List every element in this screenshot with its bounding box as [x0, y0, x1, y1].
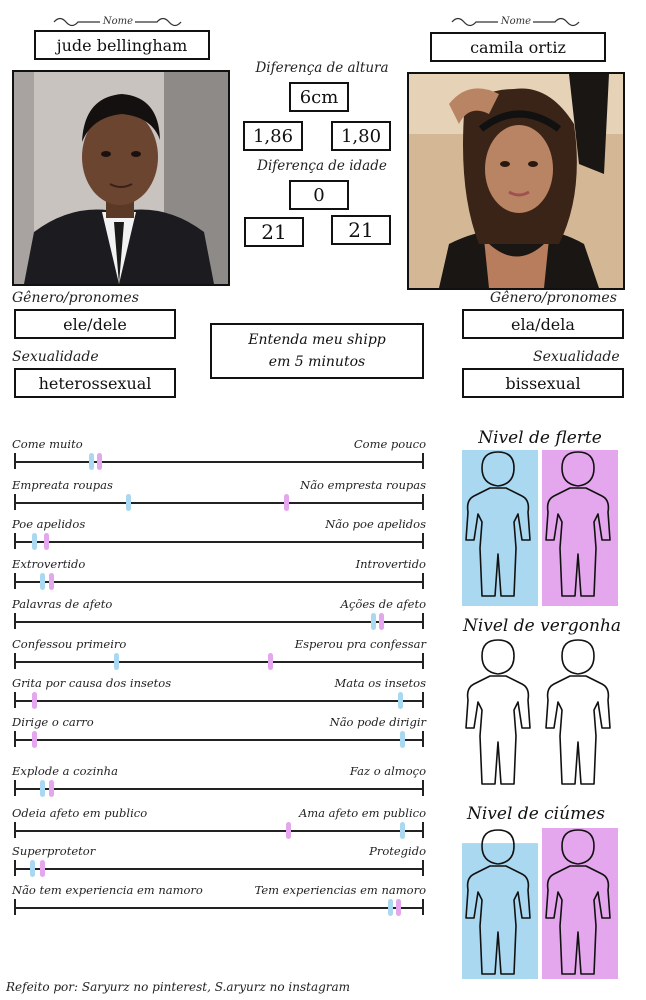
- right-photo: [407, 72, 625, 290]
- right-sexuality-label: Sexualidade: [533, 349, 620, 365]
- scale-left-label: Palavras de afeto: [12, 597, 113, 611]
- scale-line: [14, 788, 424, 790]
- scale-line: [14, 541, 424, 543]
- scale-left-label: Não tem experiencia em namoro: [12, 883, 203, 897]
- left-height-value: 1,86: [243, 121, 303, 151]
- scale-start-tick: [14, 731, 16, 747]
- scale-marker-pink: [49, 573, 54, 590]
- scale-row: [10, 557, 428, 597]
- scale-line: [14, 739, 424, 741]
- scale-line: [14, 830, 424, 832]
- scale-right-label: Não empresta roupas: [300, 478, 426, 492]
- scale-row: [10, 597, 428, 637]
- scale-marker-blue: [114, 653, 119, 670]
- scale-marker-blue: [126, 494, 131, 511]
- scale-right-label: Introvertido: [355, 557, 426, 571]
- scale-left-label: Extrovertido: [12, 557, 86, 571]
- scale-marker-blue: [40, 573, 45, 590]
- scale-left-label: Confessou primeiro: [12, 637, 127, 651]
- figure-blue: [466, 640, 530, 784]
- height-diff-value: 6cm: [289, 82, 349, 112]
- height-diff-label: Diferença de altura: [255, 60, 389, 76]
- figure-pink: [546, 640, 610, 784]
- scale-marker-pink: [49, 780, 54, 797]
- scale-row: [10, 517, 428, 557]
- right-gender-label: Gênero/pronomes: [490, 290, 617, 306]
- scale-right-label: Faz o almoço: [349, 764, 426, 778]
- scale-start-tick: [14, 899, 16, 915]
- scale-left-label: Explode a cozinha: [12, 764, 118, 778]
- scale-end-tick: [422, 653, 424, 669]
- scale-row: [10, 637, 428, 677]
- scale-marker-blue: [400, 731, 405, 748]
- scale-row: [10, 844, 428, 884]
- scale-right-label: Ações de afeto: [340, 597, 426, 611]
- scale-marker-pink: [286, 822, 291, 839]
- scale-start-tick: [14, 692, 16, 708]
- scale-line: [14, 581, 424, 583]
- right-name-tag: Nome: [500, 16, 532, 27]
- right-name-field: camila ortiz: [430, 32, 606, 62]
- ship-line-1: Entenda meu shipp: [248, 332, 386, 348]
- scale-right-label: Não pode dirigir: [329, 715, 426, 729]
- scale-marker-pink: [396, 899, 401, 916]
- scale-row: [10, 676, 428, 716]
- scale-marker-blue: [388, 899, 393, 916]
- figure-pink: [542, 450, 618, 606]
- scale-start-tick: [14, 780, 16, 796]
- scale-left-label: Dirige o carro: [12, 715, 94, 729]
- scale-end-tick: [422, 573, 424, 589]
- scale-right-label: Esperou pra confessar: [294, 637, 426, 651]
- left-gender-label: Gênero/pronomes: [12, 290, 139, 306]
- figure-blue: [462, 450, 538, 606]
- flirt-level-figures: [456, 448, 636, 608]
- credit-text: Refeito por: Saryurz no pinterest, S.aryurz no instagram: [6, 980, 351, 994]
- scale-left-label: Grita por causa dos insetos: [12, 676, 172, 690]
- scale-end-tick: [422, 780, 424, 796]
- scale-row: [10, 478, 428, 518]
- scale-right-label: Mata os insetos: [334, 676, 426, 690]
- scale-end-tick: [422, 453, 424, 469]
- scale-row: [10, 883, 428, 923]
- scale-line: [14, 661, 424, 663]
- scale-line: [14, 700, 424, 702]
- scale-row: [10, 806, 428, 846]
- right-sexuality-field: bissexual: [462, 368, 624, 398]
- figure-outline-blue: [466, 640, 530, 784]
- left-age-value: 21: [244, 217, 304, 247]
- shame-level-figures: [456, 636, 636, 796]
- figure-outline-pink: [546, 640, 610, 784]
- scale-end-tick: [422, 692, 424, 708]
- figure-blue: [462, 830, 538, 979]
- scale-line: [14, 461, 424, 463]
- scale-end-tick: [422, 613, 424, 629]
- scale-marker-pink: [379, 613, 384, 630]
- scale-line: [14, 621, 424, 623]
- age-diff-value: 0: [289, 180, 349, 210]
- scale-start-tick: [14, 573, 16, 589]
- scale-line: [14, 868, 424, 870]
- scale-marker-blue: [89, 453, 94, 470]
- scale-row: [10, 437, 428, 477]
- scale-marker-pink: [32, 731, 37, 748]
- scale-end-tick: [422, 494, 424, 510]
- scale-line: [14, 907, 424, 909]
- scale-left-label: Odeia afeto em publico: [12, 806, 148, 820]
- scale-start-tick: [14, 453, 16, 469]
- scale-marker-blue: [40, 780, 45, 797]
- right-height-value: 1,80: [331, 121, 391, 151]
- scale-right-label: Come pouco: [353, 437, 426, 451]
- scale-marker-blue: [398, 692, 403, 709]
- scale-start-tick: [14, 494, 16, 510]
- left-photo: [12, 70, 230, 286]
- scale-end-tick: [422, 822, 424, 838]
- scale-row: [10, 764, 428, 804]
- scale-right-label: Não poe apelidos: [325, 517, 426, 531]
- scale-right-label: Protegido: [369, 844, 426, 858]
- scale-left-label: Empreata roupas: [12, 478, 113, 492]
- jealousy-level-figures: [456, 826, 636, 981]
- scale-start-tick: [14, 860, 16, 876]
- ship-box: [210, 323, 424, 379]
- scale-marker-pink: [40, 860, 45, 877]
- left-pronouns-field: ele/dele: [14, 309, 176, 339]
- scale-end-tick: [422, 533, 424, 549]
- age-diff-label: Diferença de idade: [257, 158, 387, 174]
- scale-start-tick: [14, 613, 16, 629]
- scale-end-tick: [422, 899, 424, 915]
- scale-marker-blue: [371, 613, 376, 630]
- scale-marker-pink: [32, 692, 37, 709]
- scale-row: [10, 715, 428, 755]
- scale-left-label: Superprotetor: [12, 844, 96, 858]
- right-pronouns-field: ela/dela: [462, 309, 624, 339]
- scale-end-tick: [422, 860, 424, 876]
- scale-right-label: Ama afeto em publico: [298, 806, 426, 820]
- jealousy-level-title: Nivel de ciúmes: [467, 804, 605, 824]
- scale-marker-pink: [284, 494, 289, 511]
- ship-line-2: em 5 minutos: [268, 354, 366, 370]
- left-sexuality-field: heterossexual: [14, 368, 176, 398]
- scale-left-label: Come muito: [12, 437, 83, 451]
- scale-start-tick: [14, 822, 16, 838]
- scale-marker-blue: [32, 533, 37, 550]
- left-name-field: jude bellingham: [34, 30, 210, 60]
- scale-marker-blue: [30, 860, 35, 877]
- scale-marker-blue: [400, 822, 405, 839]
- left-name-tag: Nome: [102, 16, 134, 27]
- scale-start-tick: [14, 533, 16, 549]
- scale-marker-pink: [97, 453, 102, 470]
- scale-marker-pink: [268, 653, 273, 670]
- scale-marker-pink: [44, 533, 49, 550]
- scale-line: [14, 502, 424, 504]
- shame-level-title: Nivel de vergonha: [462, 616, 622, 636]
- flirt-level-title: Nivel de flerte: [478, 428, 602, 448]
- left-sexuality-label: Sexualidade: [12, 349, 99, 365]
- scale-left-label: Poe apelidos: [12, 517, 86, 531]
- scale-end-tick: [422, 731, 424, 747]
- right-age-value: 21: [331, 215, 391, 245]
- scale-right-label: Tem experiencias em namoro: [254, 883, 426, 897]
- figure-pink: [542, 828, 618, 979]
- scale-start-tick: [14, 653, 16, 669]
